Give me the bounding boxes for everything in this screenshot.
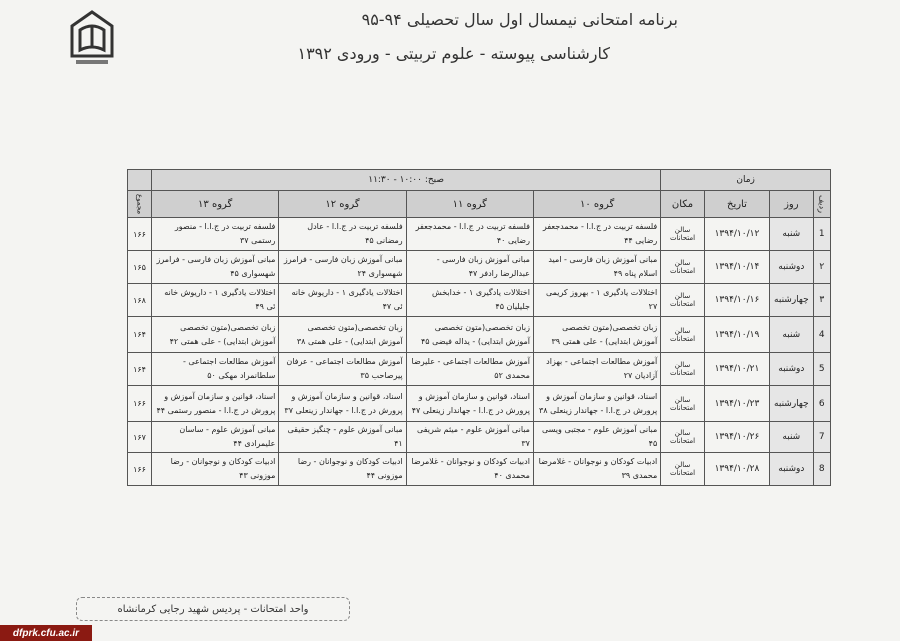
row-group-13: مبانی آموزش علوم - ساسان علیمرادی ۴۴ [152, 422, 279, 453]
total-header: مجموع [128, 191, 152, 218]
table-row [128, 284, 831, 317]
total-header-blank [128, 170, 152, 191]
row-group-12: آموزش مطالعات اجتماعی - عرفان پیرصاحب ۳۵ [279, 353, 406, 386]
row-group-10: زبان تخصصی(متون تخصصی آموزش ابتدایی) - علی همتی ۳۹ [533, 317, 660, 353]
row-place: سالن امتحانات [661, 284, 705, 317]
row-group-12: ادبیات کودکان و نوجوانان - رضا موزونی ۴۴ [279, 453, 406, 486]
row-day: شنبه [770, 317, 814, 353]
row-place: سالن امتحانات [661, 453, 705, 486]
table-row [128, 386, 831, 422]
row-group-10: ادبیات کودکان و نوجوانان - غلامرضا محمدی ۳۹ [533, 453, 660, 486]
row-group-10: آموزش مطالعات اجتماعی - بهزاد آزادیان ۲۷ [533, 353, 660, 386]
date-header: تاریخ [704, 191, 769, 218]
row-group-13: مبانی آموزش زبان فارسی - فرامرز شهسواری ۴۵ [152, 251, 279, 284]
row-total: ۱۶۴ [128, 317, 152, 353]
time-header: زمان [661, 170, 831, 191]
row-day: چهارشنبه [770, 386, 814, 422]
row-group-12: زبان تخصصی(متون تخصصی آموزش ابتدایی) - علی همتی ۳۸ [279, 317, 406, 353]
row-place: سالن امتحانات [661, 386, 705, 422]
row-place: سالن امتحانات [661, 317, 705, 353]
row-number: 7 [813, 422, 830, 453]
row-date: ۱۳۹۴/۱۰/۲۱ [704, 353, 769, 386]
row-number: 5 [813, 353, 830, 386]
row-group-10: مبانی آموزش علوم - مجتبی ویسی ۴۵ [533, 422, 660, 453]
table-row [128, 453, 831, 486]
row-date: ۱۳۹۴/۱۰/۲۳ [704, 386, 769, 422]
row-date: ۱۳۹۴/۱۰/۱۲ [704, 218, 769, 251]
row-day: دوشنبه [770, 251, 814, 284]
exam-unit-footer: واحد امتحانات - پردیس شهید رجایی کرمانشاه [76, 597, 350, 621]
row-total: ۱۶۷ [128, 422, 152, 453]
table-row [128, 353, 831, 386]
table-row [128, 251, 831, 284]
row-date: ۱۳۹۴/۱۰/۱۶ [704, 284, 769, 317]
row-group-13: ادبیات کودکان و نوجوانان - رضا موزونی ۴۳ [152, 453, 279, 486]
row-number: ۳ [813, 284, 830, 317]
group-10-header: گروه ۱۰ [533, 191, 660, 218]
row-total: ۱۶۵ [128, 251, 152, 284]
day-header: روز [770, 191, 814, 218]
radif-header: ردیف [813, 191, 830, 218]
row-day: شنبه [770, 422, 814, 453]
group-11-header: گروه ۱۱ [406, 191, 533, 218]
row-group-11: مبانی آموزش زبان فارسی - عبدالرضا رادفر ۴۷ [406, 251, 533, 284]
row-total: ۱۶۸ [128, 284, 152, 317]
row-number: 6 [813, 386, 830, 422]
row-place: سالن امتحانات [661, 218, 705, 251]
row-group-11: اختلالات یادگیری ۱ - خدابخش جلیلیان ۴۵ [406, 284, 533, 317]
row-group-10: اسناد، قوانین و سازمان آموزش و پرورش در ج.ا.ا - جهاندار زینعلی ۳۸ [533, 386, 660, 422]
row-date: ۱۳۹۴/۱۰/۲۸ [704, 453, 769, 486]
row-total: ۱۶۴ [128, 353, 152, 386]
row-place: سالن امتحانات [661, 422, 705, 453]
table-row [128, 218, 831, 251]
row-number: ۲ [813, 251, 830, 284]
row-group-10: فلسفه تربیت در ج.ا.ا - محمدجعفر رضایی ۴۴ [533, 218, 660, 251]
row-group-11: فلسفه تربیت در ج.ا.ا - محمدجعفر رضایی ۴۰ [406, 218, 533, 251]
row-group-10: اختلالات یادگیری ۱ - بهروز کریمی ۲۷ [533, 284, 660, 317]
row-date: ۱۳۹۴/۱۰/۲۶ [704, 422, 769, 453]
row-group-10: مبانی آموزش زبان فارسی - امید اسلام پناه ۴۹ [533, 251, 660, 284]
exam-schedule-table [127, 169, 831, 486]
row-date: ۱۳۹۴/۱۰/۱۹ [704, 317, 769, 353]
row-group-12: اختلالات یادگیری ۱ - داریوش خانه ئی ۴۷ [279, 284, 406, 317]
row-group-13: اختلالات یادگیری ۱ - داریوش خانه ئی ۴۹ [152, 284, 279, 317]
row-group-11: اسناد، قوانین و سازمان آموزش و پرورش در ج.ا.ا - جهاندار زینعلی ۴۷ [406, 386, 533, 422]
row-group-13: فلسفه تربیت در ج.ا.ا - منصور رستمی ۳۷ [152, 218, 279, 251]
table-row [128, 422, 831, 453]
row-group-12: فلسفه تربیت در ج.ا.ا - عادل رمضانی ۴۵ [279, 218, 406, 251]
row-total: ۱۶۶ [128, 453, 152, 486]
row-day: شنبه [770, 218, 814, 251]
row-group-12: مبانی آموزش علوم - چنگیز حقیقی ۴۱ [279, 422, 406, 453]
table-row [128, 317, 831, 353]
group-13-header: گروه ۱۳ [152, 191, 279, 218]
row-total: ۱۶۶ [128, 218, 152, 251]
row-total: ۱۶۶ [128, 386, 152, 422]
page-title: برنامه امتحانی نیمسال اول سال تحصیلی ۹۴-۹۵ [361, 10, 678, 29]
university-logo-icon [66, 8, 118, 70]
row-group-13: اسناد، قوانین و سازمان آموزش و پرورش در ج.ا.ا - منصور رستمی ۴۴ [152, 386, 279, 422]
row-day: دوشنبه [770, 353, 814, 386]
row-place: سالن امتحانات [661, 251, 705, 284]
row-group-11: آموزش مطالعات اجتماعی - علیرضا محمدی ۵۲ [406, 353, 533, 386]
row-number: 1 [813, 218, 830, 251]
row-group-11: مبانی آموزش علوم - میثم شریفی ۳۷ [406, 422, 533, 453]
row-day: دوشنبه [770, 453, 814, 486]
row-group-12: اسناد، قوانین و سازمان آموزش و پرورش در ج.ا.ا - جهاندار زینعلی ۳۷ [279, 386, 406, 422]
site-watermark: dfprk.cfu.ac.ir [0, 625, 92, 641]
row-date: ۱۳۹۴/۱۰/۱۴ [704, 251, 769, 284]
row-group-11: ادبیات کودکان و نوجوانان - غلامرضا محمدی ۴۰ [406, 453, 533, 486]
row-group-11: زبان تخصصی(متون تخصصی آموزش ابتدایی) - یداله فیضی ۴۵ [406, 317, 533, 353]
row-day: چهارشنبه [770, 284, 814, 317]
row-group-13: زبان تخصصی(متون تخصصی آموزش ابتدایی) - علی همتی ۴۲ [152, 317, 279, 353]
row-group-12: مبانی آموزش زبان فارسی - فرامرز شهسواری ۲۴ [279, 251, 406, 284]
place-header: مکان [661, 191, 705, 218]
row-number: 8 [813, 453, 830, 486]
group-12-header: گروه ۱۲ [279, 191, 406, 218]
session-header: صبح: ۱۰:۰۰ - ۱۱:۳۰ [152, 170, 661, 191]
row-place: سالن امتحانات [661, 353, 705, 386]
page-subtitle: کارشناسی پیوسته - علوم تربیتی - ورودی ۱۳۹۲ [297, 44, 610, 63]
row-number: 4 [813, 317, 830, 353]
row-group-13: آموزش مطالعات اجتماعی - سلطانمراد مهکی ۵۰ [152, 353, 279, 386]
